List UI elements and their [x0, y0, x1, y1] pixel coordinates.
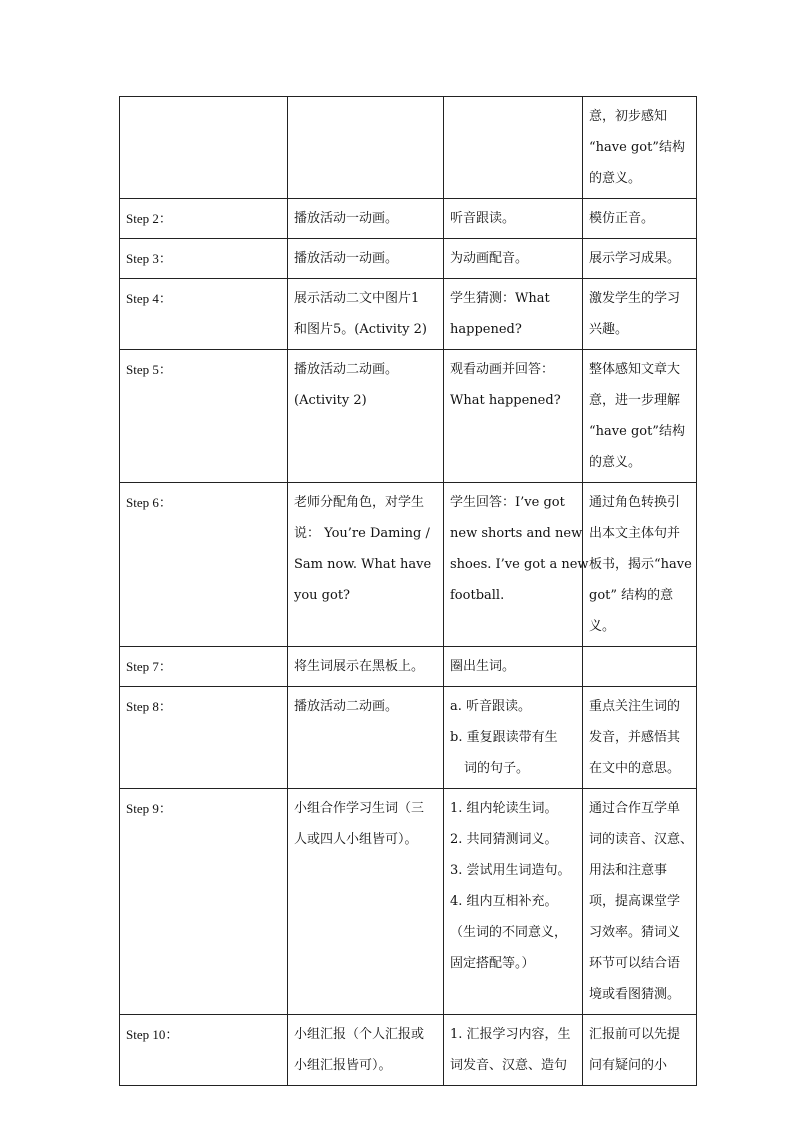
student-activity-cell: [444, 199, 583, 239]
table-row: [120, 239, 697, 279]
teacher-activity-cell: [288, 199, 444, 239]
student-activity-cell: [444, 483, 589, 647]
purpose-line: 用法和注意事: [589, 863, 668, 878]
student-activity-cell: [444, 687, 583, 789]
purpose-cell: [583, 350, 697, 483]
purpose-line: 项，提高课堂学: [589, 894, 681, 909]
teacher-line: (Activity 2): [294, 393, 367, 408]
student-line: 学生回答：I’ve got: [450, 495, 565, 510]
purpose-cell: [583, 97, 697, 199]
teacher-activity-cell: [288, 350, 444, 483]
purpose-line: 整体感知文章大: [589, 362, 681, 377]
step-cell: Step 4：: [120, 279, 288, 350]
student-line: 听音跟读。: [450, 211, 516, 226]
teacher-line: you got?: [294, 588, 351, 603]
purpose-cell: [583, 789, 697, 1015]
purpose-line: 出本文主体句并: [589, 526, 681, 541]
student-line: new shorts and new: [450, 526, 583, 541]
step-cell: Step 8：: [120, 687, 288, 789]
teacher-line: 老师分配角色，对学生: [294, 495, 425, 510]
lesson-plan-table: [119, 96, 697, 1086]
table-row: [120, 687, 697, 789]
purpose-line: 通过角色转换引: [589, 495, 681, 510]
student-line: 4. 组内互相补充。: [450, 894, 558, 909]
table-row: [120, 350, 697, 483]
purpose-cell: [583, 687, 697, 789]
table-row: [120, 483, 697, 647]
step-cell: Step 10：: [120, 1015, 288, 1086]
teacher-line: 说： You’re Daming /: [294, 526, 430, 541]
student-line: 词的句子。: [464, 761, 530, 776]
student-line: 圈出生词。: [450, 659, 516, 674]
teacher-activity-cell: [288, 97, 444, 199]
student-line: 词发音、汉意、造句: [450, 1058, 568, 1073]
purpose-line: 展示学习成果。: [589, 251, 681, 266]
purpose-line: “have got”结构: [589, 424, 685, 439]
teacher-line: Sam now. What have: [294, 557, 432, 572]
teacher-line: 小组汇报皆可）。: [294, 1058, 392, 1073]
step-cell: Step 3：: [120, 239, 288, 279]
student-activity-cell: [444, 647, 583, 687]
student-line: 2. 共同猜测词义。: [450, 832, 558, 847]
student-activity-cell: [444, 350, 583, 483]
teacher-line: 播放活动一动画。: [294, 211, 399, 226]
table-row: [120, 279, 697, 350]
purpose-cell: [583, 199, 697, 239]
student-line: What happened?: [450, 393, 561, 408]
teacher-activity-cell: [288, 483, 444, 647]
purpose-line: 习效率。猜词义: [589, 925, 681, 940]
purpose-line: 环节可以结合语: [589, 956, 681, 971]
table-row: [120, 789, 697, 1015]
purpose-line: 义。: [589, 619, 616, 634]
purpose-line: 通过合作互学单: [589, 801, 681, 816]
student-line: （生词的不同意义，: [450, 925, 568, 940]
purpose-line: 词的读音、汉意、: [589, 832, 694, 847]
student-line: 1. 组内轮读生词。: [450, 801, 558, 816]
teacher-line: 展示活动二文中图片1: [294, 291, 420, 306]
step-cell: [120, 97, 288, 199]
student-line: 为动画配音。: [450, 251, 529, 266]
purpose-line: “have got”结构: [589, 140, 685, 155]
step-cell: Step 5：: [120, 350, 288, 483]
purpose-cell: [583, 1015, 697, 1086]
purpose-line: 模仿正音。: [589, 211, 655, 226]
student-line: b. 重复跟读带有生: [450, 730, 558, 745]
purpose-line: 的意义。: [589, 455, 642, 470]
student-activity-cell: [444, 97, 583, 199]
purpose-line: 重点关注生词的: [589, 699, 681, 714]
student-activity-cell: [444, 1015, 583, 1086]
purpose-line: 意，初步感知: [589, 109, 668, 124]
teacher-line: 和图片5。(Activity 2): [294, 322, 427, 337]
table-row: [120, 1015, 697, 1086]
purpose-line: 发音，并感悟其: [589, 730, 681, 745]
purpose-cell: [583, 647, 697, 687]
purpose-line: 板书，揭示“have: [589, 557, 692, 572]
student-activity-cell: [444, 279, 583, 350]
student-line: 固定搭配等。）: [450, 956, 535, 971]
student-activity-cell: [444, 239, 583, 279]
teacher-activity-cell: [288, 239, 444, 279]
step-cell: Step 6：: [120, 483, 288, 647]
teacher-line: 播放活动二动画。: [294, 362, 399, 377]
purpose-line: got” 结构的意: [589, 588, 674, 603]
teacher-activity-cell: [288, 789, 444, 1015]
student-line: 1. 汇报学习内容，生: [450, 1027, 571, 1042]
purpose-line: 境或看图猜测。: [589, 987, 681, 1002]
purpose-line: 问有疑问的小: [589, 1058, 668, 1073]
table-row: [120, 97, 697, 199]
step-cell: Step 9：: [120, 789, 288, 1015]
teacher-line: 将生词展示在黑板上。: [294, 659, 425, 674]
teacher-activity-cell: [288, 1015, 444, 1086]
student-line: 学生猜测：What: [450, 291, 550, 306]
student-line: a. 听音跟读。: [450, 699, 532, 714]
table-body: [120, 97, 697, 1086]
purpose-line: 的意义。: [589, 171, 642, 186]
step-cell: Step 2：: [120, 199, 288, 239]
teacher-line: 小组汇报（个人汇报或: [294, 1027, 425, 1042]
purpose-cell: [583, 279, 697, 350]
student-line: 观看动画并回答：: [450, 362, 555, 377]
teacher-activity-cell: [288, 687, 444, 789]
student-line: shoes. I’ve got a new: [450, 557, 589, 572]
student-activity-cell: [444, 789, 583, 1015]
purpose-line: 意，进一步理解: [589, 393, 681, 408]
teacher-line: 播放活动二动画。: [294, 699, 399, 714]
student-line: happened?: [450, 322, 522, 337]
student-line: football.: [450, 588, 505, 603]
student-line: 3. 尝试用生词造句。: [450, 863, 571, 878]
purpose-line: 在文中的意思。: [589, 761, 681, 776]
step-cell: Step 7：: [120, 647, 288, 687]
teacher-line: 小组合作学习生词（三: [294, 801, 425, 816]
purpose-cell: [583, 483, 697, 647]
purpose-line: 汇报前可以先提: [589, 1027, 681, 1042]
teacher-activity-cell: [288, 647, 444, 687]
teacher-activity-cell: [288, 279, 444, 350]
teacher-line: 播放活动一动画。: [294, 251, 399, 266]
teacher-line: 人或四人小组皆可）。: [294, 832, 418, 847]
purpose-cell: [583, 239, 697, 279]
table-row: [120, 647, 697, 687]
purpose-line: 兴趣。: [589, 322, 629, 337]
purpose-line: 激发学生的学习: [589, 291, 681, 306]
table-row: [120, 199, 697, 239]
